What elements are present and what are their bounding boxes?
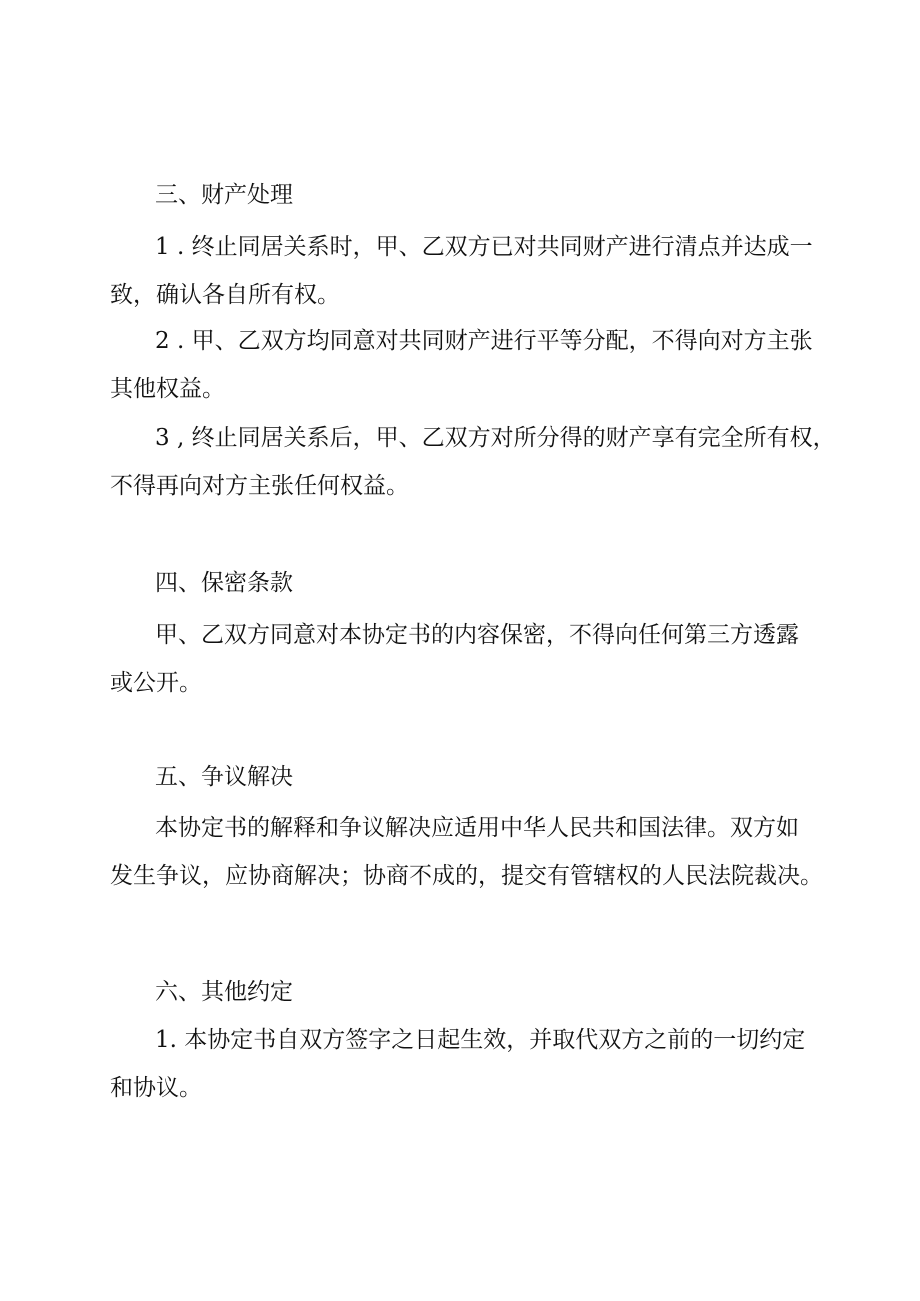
section-heading-other: 六、其他约定 [155, 979, 293, 1005]
other-clause-1-line-2: 和协议。 [110, 1075, 202, 1101]
confidentiality-line-2: 或公开。 [110, 670, 202, 696]
section-heading-dispute: 五、争议解决 [155, 764, 293, 790]
other-clause-1-line-1: 1. 本协定书自双方签字之日起生效，并取代双方之前的一切约定 [155, 1027, 806, 1053]
clause-3-line-1: 3 , 终止同居关系后，甲、乙双方对所分得的财产享有完全所有权， [155, 425, 836, 451]
confidentiality-line-1: 甲、乙双方同意对本协定书的内容保密，不得向任何第三方透露 [155, 622, 799, 648]
section-heading-property: 三、财产处理 [155, 182, 293, 208]
dispute-line-1: 本协定书的解释和争议解决应适用中华人民共和国法律。双方如 [155, 815, 799, 841]
dispute-line-2: 发生争议，应协商解决；协商不成的，提交有管辖权的人民法院裁决。 [110, 863, 823, 889]
clause-3-line-2: 不得再向对方主张任何权益。 [110, 473, 409, 499]
clause-1-line-1: 1 . 终止同居关系时，甲、乙双方已对共同财产进行清点并达成一 [155, 234, 813, 260]
clause-2-line-1: 2 . 甲、乙双方均同意对共同财产进行平等分配，不得向对方主张 [155, 328, 813, 354]
clause-2-line-2: 其他权益。 [110, 376, 225, 402]
clause-1-line-2: 致，确认各自所有权。 [110, 282, 340, 308]
section-heading-confidentiality: 四、保密条款 [155, 570, 293, 596]
